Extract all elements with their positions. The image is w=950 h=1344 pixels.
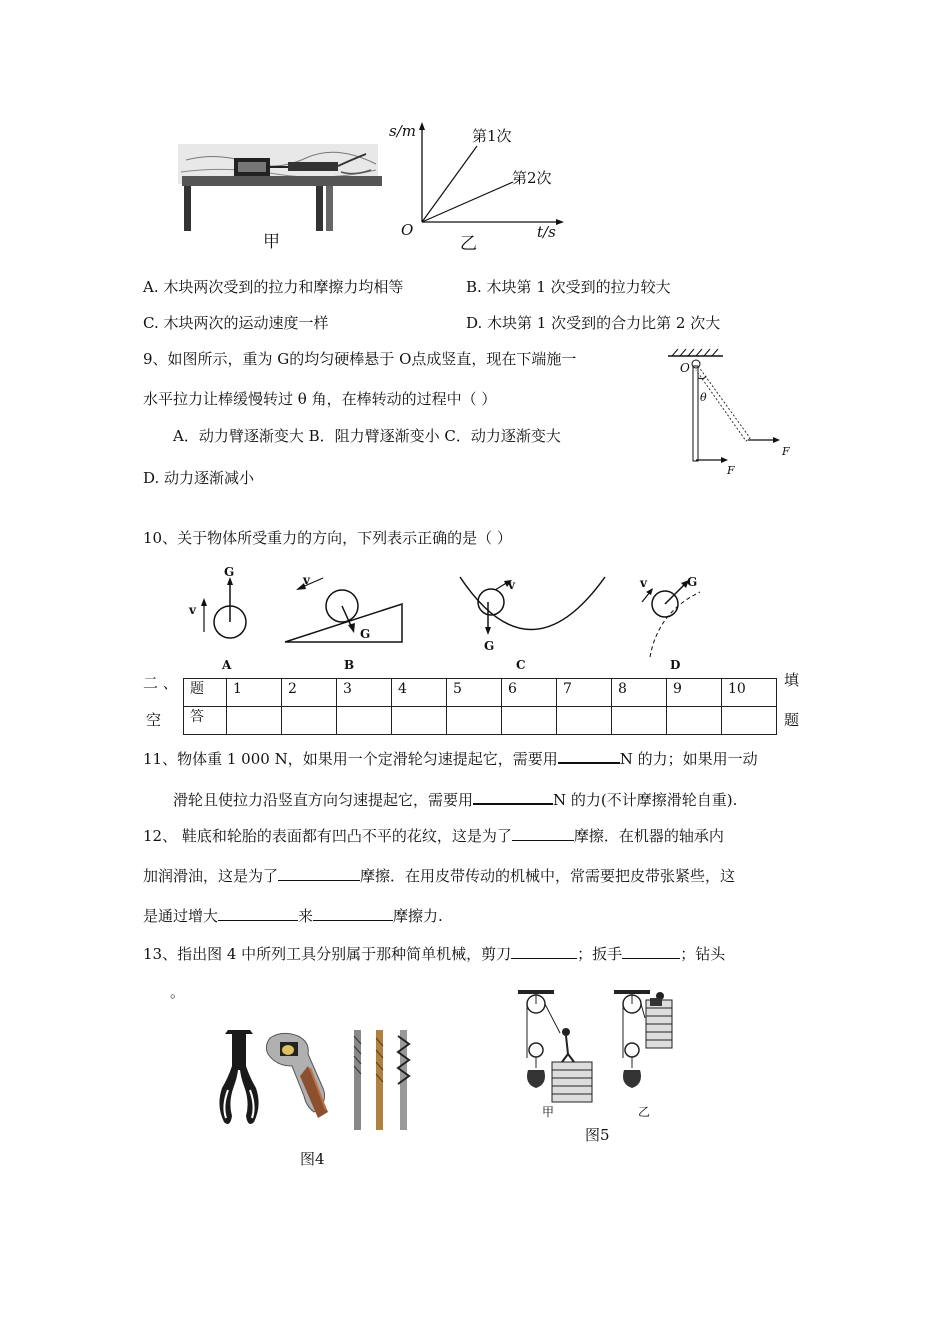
answer-table [183,678,777,735]
section-2-heading-right-2: 题 [784,711,800,729]
pulley-yi-icon [614,990,672,1088]
q10-label-c: C [516,658,526,672]
table-row [184,679,777,707]
y-axis-label: s/m [389,122,416,140]
q10-label-d: D [670,658,681,672]
q12-blank-1[interactable] [512,824,574,841]
q11-text-b: N 的力；如果用一动 [619,750,758,768]
q12-text-f: 来 [298,907,314,925]
fig-yi-label: 乙 [460,234,477,254]
q13-text-c: ；钻头 [680,945,726,963]
q12-text-g: 摩擦力. [393,907,443,925]
answer-cell-6[interactable] [502,707,557,735]
table-cell: 5 [447,679,502,707]
x-axis-label: t/s [537,223,556,241]
table-cell: 10 [722,679,777,707]
answer-cell-2[interactable] [282,707,337,735]
q13-text-a: 13、指出图 4 中所列工具分别属于那种简单机械，剪刀 [143,945,512,963]
q8-option-b: B. 木块第 1 次受到的拉力较大 [466,278,671,296]
q11-text-c: 滑轮且使拉力沿竖直方向匀速提起它，需要用 [173,791,474,809]
table-cell: 7 [557,679,612,707]
q10-a-g-label: G [224,565,235,579]
q12-text-e: 是通过增大 [143,907,219,925]
q10-c-v-label: v [508,578,515,592]
q9-line-1: 9、如图所示，重为 G的均匀硬棒悬于 O点成竖直，现在下端施一 [143,350,577,368]
q12-blank-4[interactable] [313,904,393,921]
q10-d-v-label: v [640,576,647,590]
answer-cell-7[interactable] [557,707,612,735]
origin-label: O [401,221,414,239]
fig4-caption: 图4 [300,1150,325,1168]
q9-line-2: 水平拉力让棒缓慢转过 θ 角，在棒转动的过程中（ ） [143,390,497,408]
q12-line-1 [143,824,724,846]
q10-question: 10、关于物体所受重力的方向，下列表示正确的是（ ） [143,529,512,547]
q12-text-a: 12、 鞋底和轮胎的表面都有凹凸不平的花纹，这是为了 [143,827,512,845]
q13-text-b: ；扳手 [577,945,623,963]
q9-fig-theta-label: θ [700,391,707,404]
q9-fig-o-label: O [680,361,690,375]
q8-option-a: A. 木块两次受到的拉力和摩擦力均相等 [143,278,404,296]
shears-icon [219,1030,258,1124]
section-2-heading-left: 二 、 [143,674,178,692]
q11-blank-2[interactable] [473,787,553,805]
q13-line-1 [143,942,725,964]
table-cell: 1 [227,679,282,707]
q13-line-2: 。 [170,983,186,1001]
q10-label-a: A [222,658,232,672]
q9-options: A．动力臂逐渐变大 B．阻力臂逐渐变小 C．动力逐渐变大 [173,427,561,445]
answer-cell-5[interactable] [447,707,502,735]
q12-line-3 [143,904,443,926]
answer-cell-4[interactable] [392,707,447,735]
wrench-icon [266,1033,328,1118]
table-cell: 2 [282,679,337,707]
drill-bits-icon [354,1030,409,1130]
q10-a-v-label: v [189,603,196,617]
fig5-label-yi: 乙 [638,1105,651,1119]
q12-text-d: 摩擦．在用皮带传动的机械中，常需要把皮带张紧些，这 [360,867,736,885]
q10-label-b: B [344,658,355,672]
answer-cell-10[interactable] [722,707,777,735]
fig5-caption: 图5 [585,1126,610,1144]
q10-diagrams [180,562,740,672]
fig4-tools-image [210,1026,425,1136]
series-label-1: 第1次 [472,127,512,145]
q11-line-2 [173,787,737,810]
q13-blank-scissors[interactable] [511,942,577,959]
answer-cell-9[interactable] [667,707,722,735]
fig-jia-block-on-table [176,140,386,235]
table-row [184,707,777,735]
series-label-2: 第2次 [512,169,552,187]
answer-cell-8[interactable] [612,707,667,735]
section-2-heading-left-2: 空 [146,711,162,729]
table-cell: 3 [337,679,392,707]
q12-blank-3[interactable] [218,904,298,921]
fig-jia-label: 甲 [263,232,280,252]
q12-line-2 [143,864,735,886]
q8-option-c: C. 木块两次的运动速度一样 [143,314,329,332]
section-2-heading-right: 填 [784,671,800,689]
table-cell: 题 [184,679,227,707]
table-cell: 6 [502,679,557,707]
q11-text-d: N 的力(不计摩擦滑轮自重). [553,791,738,809]
q10-d-g-label: G [687,575,698,589]
table-cell: 8 [612,679,667,707]
q12-text-b: 摩擦．在机器的轴承内 [573,827,724,845]
q11-blank-1[interactable] [558,746,620,764]
q12-blank-2[interactable] [278,864,360,881]
q10-b-v-label: v [303,573,310,587]
q10-b-g-label: G [360,627,371,641]
q13-blank-wrench[interactable] [622,942,680,959]
q9-fig-f-label-1: F [727,464,735,477]
answer-cell-1[interactable] [227,707,282,735]
fig5-label-jia: 甲 [542,1105,555,1119]
table-cell: 9 [667,679,722,707]
answer-cell-3[interactable] [337,707,392,735]
q12-text-c: 加润滑油，这是为了 [143,867,279,885]
table-cell: 答 [184,707,227,735]
q9-option-d: D. 动力逐渐减小 [143,469,255,487]
q11-text-a: 11、物体重 1 000 N，如果用一个定滑轮匀速提起它，需要用 [143,750,558,768]
q9-fig-f-label-2: F [782,445,790,458]
q11-line-1 [143,746,758,769]
q8-option-d: D. 木块第 1 次受到的合力比第 2 次大 [466,314,721,332]
pulley-jia-icon [518,990,592,1102]
q10-c-g-label: G [484,639,495,653]
fig5-pulley-image [510,988,685,1123]
table-cell: 4 [392,679,447,707]
